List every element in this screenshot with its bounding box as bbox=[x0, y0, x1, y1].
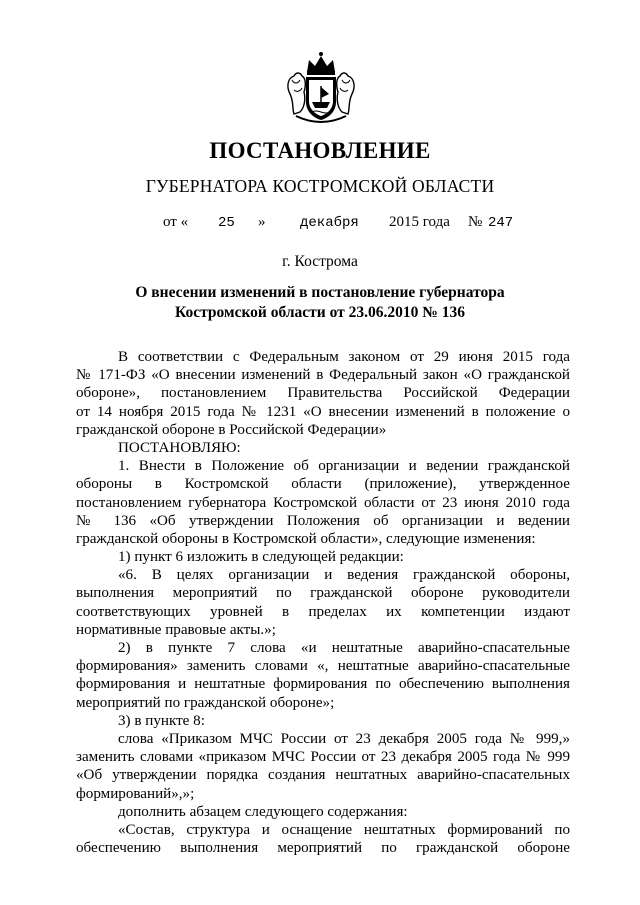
document-title: ПОСТАНОВЛЕНИЕ bbox=[209, 138, 431, 163]
body-line: В соответствии с Федеральным законом от 29 июня 2015 года bbox=[118, 349, 570, 365]
body-line: формирований»,»; bbox=[76, 785, 195, 802]
date-prefix: от « bbox=[163, 214, 189, 230]
body-line: ПОСТАНОВЛЯЮ: bbox=[118, 439, 241, 456]
body-line: обороны в Костромской области (приложение), утвержденное bbox=[76, 476, 570, 493]
number-sign: № bbox=[468, 214, 483, 230]
body-line: заменить словами «приказом МЧС России от 23 декабря 2005 года № 999 bbox=[76, 749, 570, 766]
body-line: гражданской обороне в Российской Федерации» bbox=[76, 421, 387, 438]
body-line: мероприятий по гражданской обороне»; bbox=[76, 694, 335, 711]
coat-of-arms-emblem bbox=[282, 50, 360, 126]
document-subject bbox=[0, 283, 640, 323]
body-line: постановлением губернатора Костромской области от 23 июня 2010 года bbox=[76, 494, 570, 511]
document-number: 247 bbox=[488, 215, 514, 231]
body-line: № 136 «Об утверждении Положения об организации и ведении bbox=[76, 512, 570, 529]
body-line: 1) пункт 6 изложить в следующей редакции: bbox=[118, 549, 404, 566]
body-line: 3) в пункте 8: bbox=[118, 712, 205, 729]
body-line: дополнить абзацем следующего содержания: bbox=[118, 803, 408, 820]
date-month: декабря bbox=[300, 215, 359, 231]
body-line: 1. Внести в Положение об организации и ведении гражданской bbox=[118, 458, 570, 475]
date-year: 2015 года bbox=[389, 214, 450, 230]
body-line: обеспечению выполнения мероприятий по гражданской обороне bbox=[76, 840, 570, 857]
body-line: соответствующих уровней в пределах их компетенции издают bbox=[76, 603, 570, 620]
subject-line: Костромской области от 23.06.2010 № 136 bbox=[175, 304, 465, 321]
date-close-quote: » bbox=[258, 214, 266, 230]
issuing-authority: ГУБЕРНАТОРА КОСТРОМСКОЙ ОБЛАСТИ bbox=[145, 176, 495, 196]
subject-line: О внесении изменений в постановление губернатора bbox=[135, 284, 505, 301]
body-line: слова «Приказом МЧС России от 23 декабря 2005 года № 999,» bbox=[118, 730, 570, 747]
body-line: гражданской обороны в Костромской области», следующие изменения: bbox=[76, 530, 536, 547]
body-line: выполнения мероприятий по гражданской обороне руководители bbox=[76, 585, 570, 602]
body-line: «6. В целях организации и ведения гражданской обороны, bbox=[118, 567, 570, 584]
body-line: обороне», постановлением Правительства Российской Федерации bbox=[76, 385, 570, 402]
body-line: от 14 ноября 2015 года № 1231 «О внесении изменений в положение о bbox=[76, 403, 570, 420]
body-line: № 171-ФЗ «О внесении изменений в Федеральный закон «О гражданской bbox=[76, 367, 570, 384]
body-line: «Состав, структура и оснащение нештатных формирований по bbox=[118, 821, 570, 838]
body-line: формирования и нештатные формирования по обеспечению выполнения bbox=[76, 676, 570, 693]
body-line: нормативные правовые акты.»; bbox=[76, 621, 276, 638]
body-line: «Об утверждении порядка создания нештатных аварийно-спасательных bbox=[76, 767, 570, 784]
date-day: 25 bbox=[218, 215, 235, 231]
document-body bbox=[76, 348, 570, 857]
body-line: формирования» заменить словами «, нештатные аварийно-спасательные bbox=[76, 658, 570, 675]
city: г. Кострома bbox=[282, 253, 358, 270]
body-line: 2) в пункте 7 слова «и нештатные аварийно-спасательные bbox=[118, 640, 570, 656]
